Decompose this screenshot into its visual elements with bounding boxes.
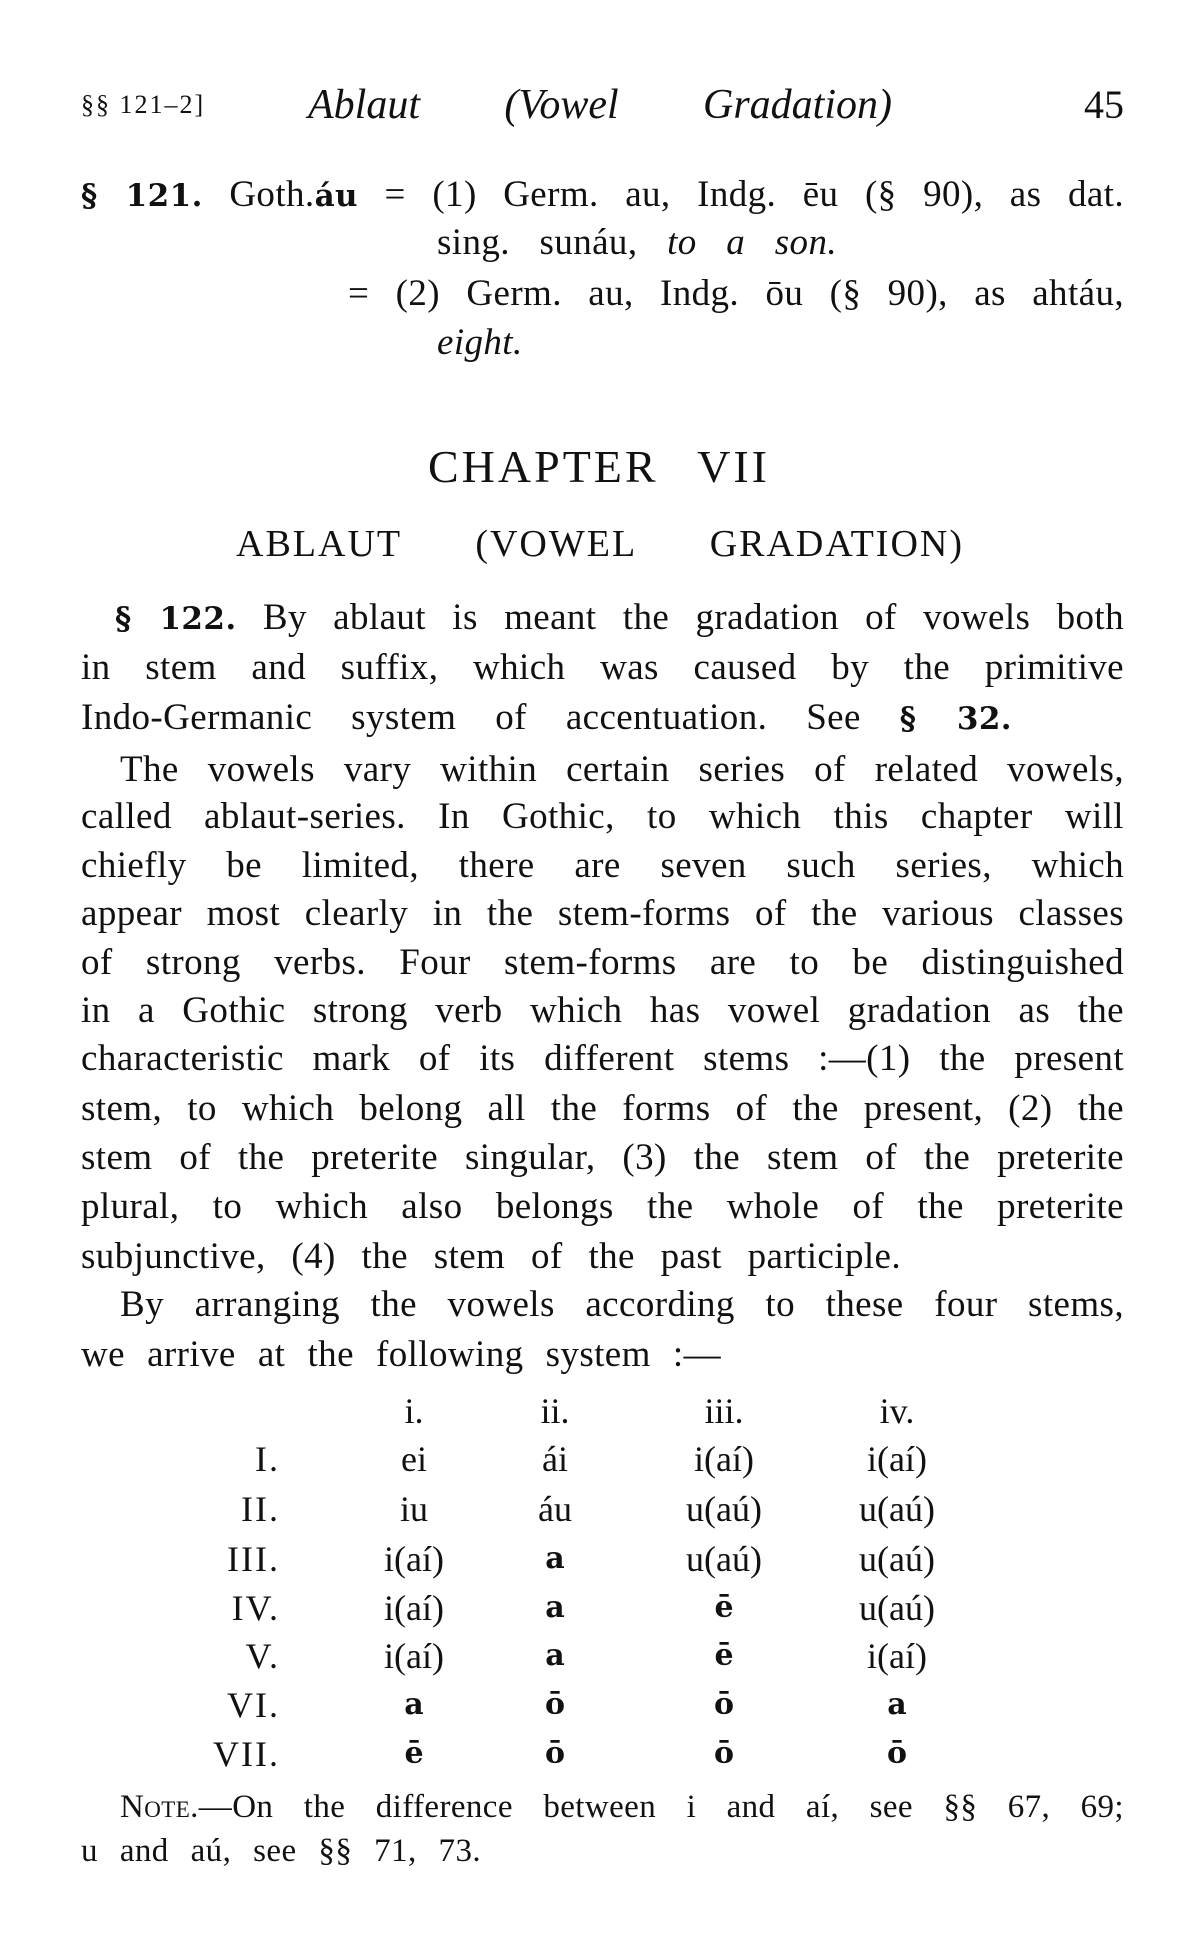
table-cell: a: [545, 1590, 565, 1625]
sec121-line-1: [81, 171, 1124, 219]
row-label: III.: [227, 1539, 280, 1579]
p3-line-2: we arrive at the following system :—: [81, 1334, 721, 1375]
p2-line-11: subjunctive, (4) the stem of the past participle.: [81, 1236, 901, 1277]
running-head-section-ref: §§ 121–2]: [81, 90, 206, 119]
table-cell: a: [404, 1687, 424, 1722]
sec121-form: áu: [314, 178, 358, 214]
p2-line-7: characteristic mark of its different stems :—(1) the present: [81, 1038, 1124, 1079]
p3-line-1: By arranging the vowels according to these four stems,: [120, 1284, 1124, 1325]
table-cell: i(aí): [867, 1439, 927, 1479]
sec122-label: § 122.: [115, 601, 237, 637]
sec121-line-2: [437, 219, 837, 267]
table-cell: ē: [404, 1736, 424, 1771]
col-header-i: i.: [404, 1391, 424, 1431]
table-cell: ái: [542, 1439, 568, 1479]
table-cell: ō: [544, 1736, 565, 1771]
p2-line-9: stem of the preterite singular, (3) the stem of the preterite: [81, 1137, 1124, 1178]
chapter-number: CHAPTER VII: [428, 441, 770, 492]
row-label: IV.: [231, 1588, 280, 1628]
p1-ref: § 32.: [899, 701, 1012, 737]
table-cell: i(aí): [384, 1588, 444, 1628]
col-header-ii: ii.: [540, 1391, 570, 1431]
page-number: 45: [1084, 82, 1124, 127]
col-header-iii: iii.: [704, 1391, 744, 1431]
table-cell: u(aú): [686, 1489, 762, 1529]
note-line-2: u and aú, see §§ 71, 73.: [81, 1833, 481, 1869]
sec121-line-3: = (2) Germ. au, Indg. ōu (§ 90), as ahtáu,: [348, 273, 1124, 314]
table-cell: ei: [401, 1439, 427, 1479]
p2-line-2: called ablaut-series. In Gothic, to which this chapter will: [81, 796, 1124, 837]
p1-line-1: [115, 594, 1124, 642]
row-label: I.: [255, 1439, 280, 1479]
sec121-label: § 121.: [81, 178, 203, 214]
p1-line-3: [81, 694, 1012, 742]
note-line-1: [120, 1783, 1124, 1831]
sec121-example: sing. sunáu,: [437, 222, 638, 263]
sec121-line-4: eight.: [437, 322, 523, 363]
table-cell: ō: [713, 1736, 734, 1771]
p2-line-4: appear most clearly in the stem-forms of the various classes: [81, 893, 1124, 934]
row-label: V.: [245, 1636, 280, 1676]
sec121-goth: Goth.: [229, 174, 315, 215]
row-label: VII.: [213, 1734, 280, 1774]
sec121-text: = (1) Germ. au, Indg. ēu (§ 90), as dat.: [384, 174, 1124, 215]
table-cell: a: [545, 1638, 565, 1673]
table-cell: u(aú): [859, 1588, 935, 1628]
running-head-title: Ablaut (Vowel Gradation): [308, 82, 892, 128]
p2-line-8: stem, to which belong all the forms of the present, (2) the: [81, 1088, 1124, 1129]
col-header-iv: iv.: [879, 1391, 915, 1431]
table-cell: a: [887, 1687, 907, 1722]
table-cell: i(aí): [694, 1439, 754, 1479]
chapter-title: ABLAUT (VOWEL GRADATION): [236, 523, 964, 565]
table-cell: áu: [538, 1489, 572, 1529]
p2-line-5: of strong verbs. Four stem-forms are to be distinguished: [81, 942, 1124, 983]
table-cell: ē: [714, 1590, 734, 1625]
table-cell: i(aí): [867, 1636, 927, 1676]
table-cell: a: [545, 1541, 565, 1576]
p2-line-10: plural, to which also belongs the whole of the preterite: [81, 1186, 1124, 1227]
note-text-1: —On the difference between i and aí, see §§ 67, 69;: [198, 1789, 1124, 1825]
row-label: II.: [241, 1489, 280, 1529]
table-cell: u(aú): [859, 1539, 935, 1579]
table-cell: i(aí): [384, 1539, 444, 1579]
p2-line-3: chiefly be limited, there are seven such series, which: [81, 845, 1124, 886]
row-label: VI.: [227, 1685, 280, 1725]
note-label: Note.: [120, 1789, 199, 1825]
table-cell: ō: [886, 1736, 907, 1771]
table-cell: iu: [399, 1489, 428, 1529]
table-cell: ō: [544, 1687, 565, 1722]
p1-line-2: in stem and suffix, which was caused by the primitive: [81, 647, 1124, 688]
table-cell: i(aí): [384, 1636, 444, 1676]
table-cell: u(aú): [686, 1539, 762, 1579]
sec121-gloss: to a son.: [667, 222, 837, 263]
p1-text-1: By ablaut is meant the gradation of vowels both: [262, 597, 1124, 638]
p2-line-1: The vowels vary within certain series of related vowels,: [120, 749, 1124, 790]
table-cell: ō: [713, 1687, 734, 1722]
table-cell: ē: [714, 1638, 734, 1673]
table-cell: u(aú): [859, 1489, 935, 1529]
p1-text-3: Indo-Germanic system of accentuation. See: [81, 697, 861, 738]
p2-line-6: in a Gothic strong verb which has vowel gradation as the: [81, 990, 1124, 1031]
